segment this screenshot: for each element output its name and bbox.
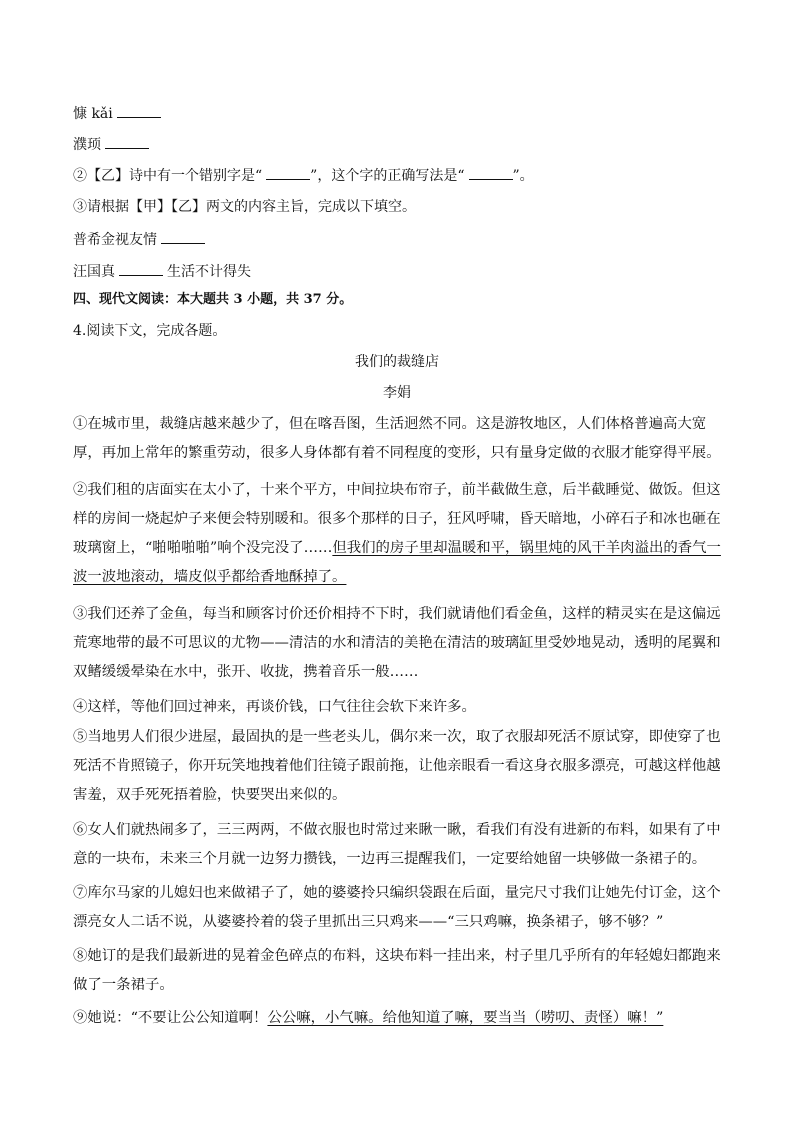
item-kai (73, 103, 161, 124)
article-author: 李娟 (383, 385, 411, 401)
fill-item-2 (73, 261, 251, 282)
paragraph-2 (73, 476, 721, 592)
item-zhuan (73, 134, 149, 155)
paragraph-6: ⑥女人们就热闹多了，三三两两，不做衣服也时常过来瞅一瞅，看我们有没有进新的布料，如果有了中意的一块布，未来三个月就一边努力攒钱，一边再三提醒我们，一定要给她留一块够做一条裙子的。 (73, 822, 721, 867)
answer-blank (469, 165, 513, 180)
paragraph-4: ④这样，等他们回过神来，再谈价钱，口气往往会软下来许多。 (73, 699, 476, 715)
fill-item-1-text: 普希金视友情 (73, 232, 157, 248)
answer-blank (117, 103, 161, 118)
paragraph-7: ⑦库尔马家的儿媳妇也来做裙子了，她的婆婆拎只编织袋跟在后面，量完尺寸我们让她先付订金，这个漂亮女人二话不说，从婆婆拎着的袋子里抓出三只鸡来——“三只鸡嘛，换条裙子，够不够？” (73, 885, 721, 930)
paragraph-2-underlined: 但我们的房子里却温暖和平，锅里炖的风干羊肉溢出的香气一波一波地滚动，墙皮似乎都给香地酥掉了。 (73, 540, 721, 585)
fill-item-2-text-b: 生活不计得失 (167, 264, 251, 280)
question-2 (73, 165, 534, 186)
paragraph-2-text: ②我们租的店面实在太小了，十来个平方，中间拉块布帘子，前半截做生意，后半截睡觉、做饭。但这样的房间一烧起炉子来便会特别暖和。很多个那样的日子，狂风呼啸，昏天暗地，小碎石子和冰也砸在玻璃窗上，“啪啪啪啪”响个没完没了…… (73, 482, 721, 556)
fill-item-2-text-a: 汪国真 (73, 264, 115, 280)
question-2-part-b: ”，这个字的正确写法是“ (310, 168, 465, 184)
item-zhuan-text: 濮顼 (73, 137, 101, 153)
answer-blank (266, 165, 310, 180)
paragraph-9 (73, 1004, 721, 1033)
paragraph-8: ⑧她订的是我们最新进的晃着金色碎点的布料，这块布料一挂出来，村子里几乎所有的年轻媳妇都跑来做了一条裙子。 (73, 948, 721, 993)
fill-item-1 (73, 229, 205, 250)
item-kai-text: 慷 kǎi (73, 106, 113, 122)
paragraph-9-underlined: 公公嘛，小气嘛。给他知道了嘛，要当当（唠叨、责怪）嘛！” (267, 1010, 664, 1026)
question-3: ③请根据【甲】【乙】两文的内容主旨，完成以下填空。 (73, 199, 416, 215)
section-heading: 四、现代文阅读：本大题共 3 小题，共 37 分。 (73, 292, 353, 307)
paragraph-5: ⑤当地男人们很少进屋，最固执的是一些老头儿，偶尔来一次，取了衣服却死活不原试穿，即使穿了也死活不肯照镜子，你开玩笑地拽着他们往镜子跟前拖，让他亲眼看一看这身衣服多漂亮，可越这样他越害羞，双手死死捂着脸，快要哭出来似的。 (73, 729, 721, 803)
paragraph-3: ③我们还养了金鱼，每当和顾客讨价还价相持不下时，我们就请他们看金鱼，这样的精灵实在是这偏远荒寒地带的最不可思议的尤物——清洁的水和清洁的美艳在清洁的玻璃缸里受妙地晃动，透明的尾翼和双鳍缓缓晕染在水中，张开、收拢，携着音乐一般…… (73, 606, 721, 680)
question-2-part-a: ②【乙】诗中有一个错别字是“ (73, 168, 263, 184)
paragraph-1: ①在城市里，裁缝店越来越少了，但在喀吾图，生活迥然不同。这是游牧地区，人们体格普遍高大宽厚，再加上常年的繁重劳动，很多人身体都有着不同程度的变形，只有量身定做的衣服才能穿得平展。 (73, 416, 721, 461)
answer-blank (161, 229, 205, 244)
article-title: 我们的裁缝店 (355, 354, 439, 370)
answer-blank (105, 134, 149, 149)
question-2-part-c: ”。 (512, 168, 534, 184)
answer-blank (119, 261, 163, 276)
paragraph-9-text: ⑨她说：“不要让公公知道啊！ (73, 1010, 268, 1026)
question-4: 4.阅读下文，完成各题。 (73, 323, 227, 339)
